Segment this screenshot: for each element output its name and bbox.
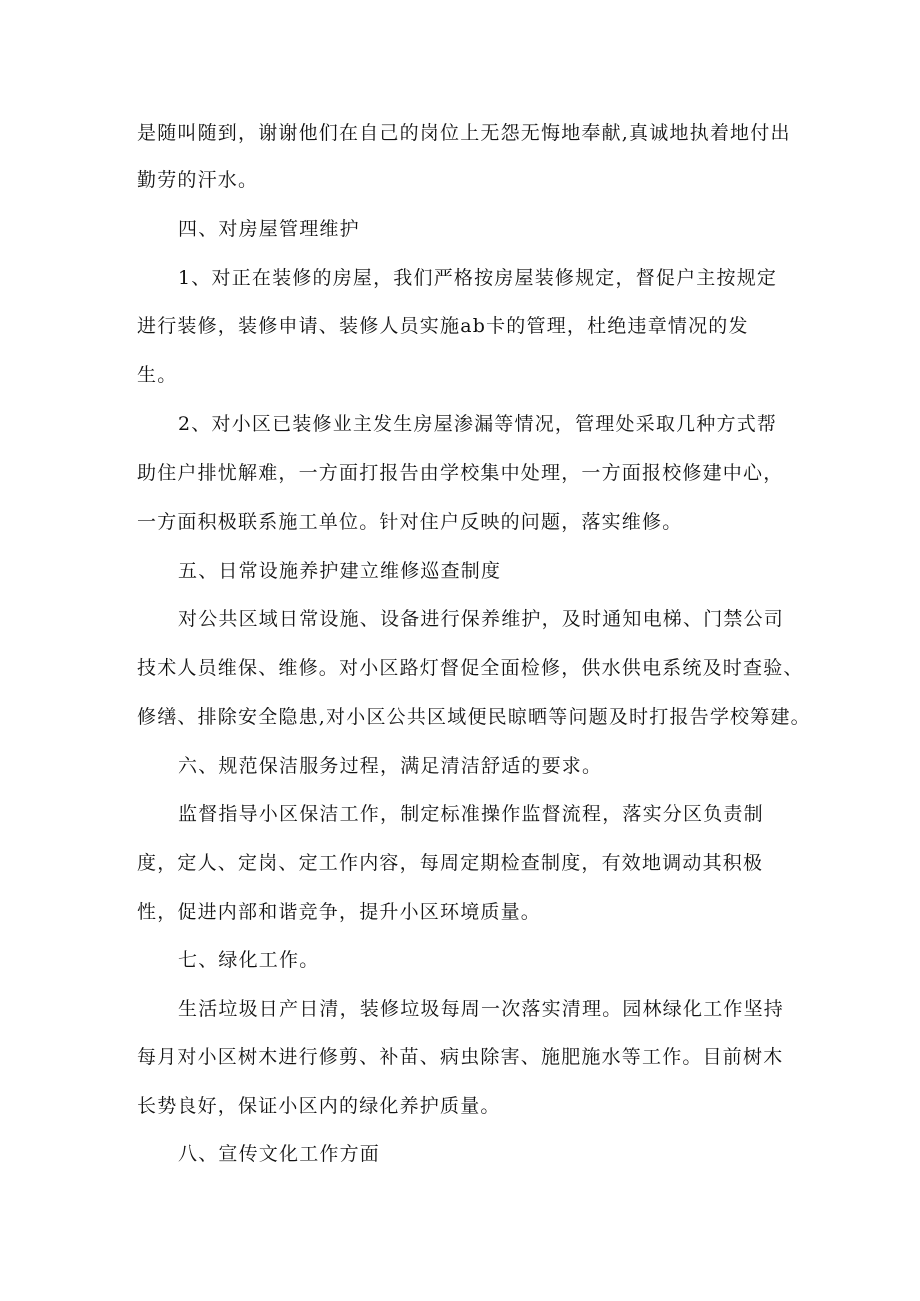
text-line: 生。 — [137, 364, 178, 386]
text-line: 1、对正在装修的房屋，我们严格按房屋装修规定，督促户主按规定 — [178, 267, 778, 289]
text-line: 进行装修，装修申请、装修人员实施ab卡的管理，杜绝违章情况的发 — [137, 315, 749, 337]
text-line: 对公共区域日常设施、设备进行保养维护，及时通知电梯、门禁公司 — [178, 608, 785, 630]
section-heading: 五、日常设施养护建立维修巡查制度 — [178, 560, 502, 582]
text-line: 勤劳的汗水。 — [137, 169, 259, 191]
section-heading: 八、宣传文化工作方面 — [178, 1143, 381, 1165]
text-line: 修缮、排除安全隐患,对小区公共区域便民晾晒等问题及时打报告学校筹建。 — [137, 706, 811, 728]
text-line: 监督指导小区保洁工作，制定标准操作监督流程，落实分区负责制 — [178, 803, 764, 825]
text-line: 技术人员维保、维修。对小区路灯督促全面检修，供水供电系统及时查验、 — [137, 657, 804, 679]
text-line: 2、对小区已装修业主发生房屋渗漏等情况，管理处采取几种方式帮 — [178, 413, 778, 435]
text-line: 助住户排忧解难，一方面打报告由学校集中处理，一方面报校修建中心， — [137, 462, 784, 484]
text-line: 度，定人、定岗、定工作内容，每周定期检查制度，有效地调动其积极 — [137, 852, 764, 874]
text-line: 性，促进内部和谐竞争，提升小区环境质量。 — [137, 901, 542, 923]
text-line: 是随叫随到，谢谢他们在自己的岗位上无怨无悔地奉献,真诚地执着地付出 — [137, 122, 791, 144]
section-heading: 六、规范保洁服务过程，满足清洁舒适的要求。 — [178, 755, 603, 777]
text-line: 生活垃圾日产日清，装修垃圾每周一次落实清理。园林绿化工作坚持 — [178, 998, 785, 1020]
section-heading: 四、对房屋管理维护 — [178, 218, 360, 240]
section-heading: 七、绿化工作。 — [178, 949, 320, 971]
text-line: 一方面积极联系施工单位。针对住户反映的问题，落实维修。 — [137, 511, 683, 533]
text-line: 每月对小区树木进行修剪、补苗、病虫除害、施肥施水等工作。目前树木 — [137, 1046, 784, 1068]
text-line: 长势良好，保证小区内的绿化养护质量。 — [137, 1095, 501, 1117]
